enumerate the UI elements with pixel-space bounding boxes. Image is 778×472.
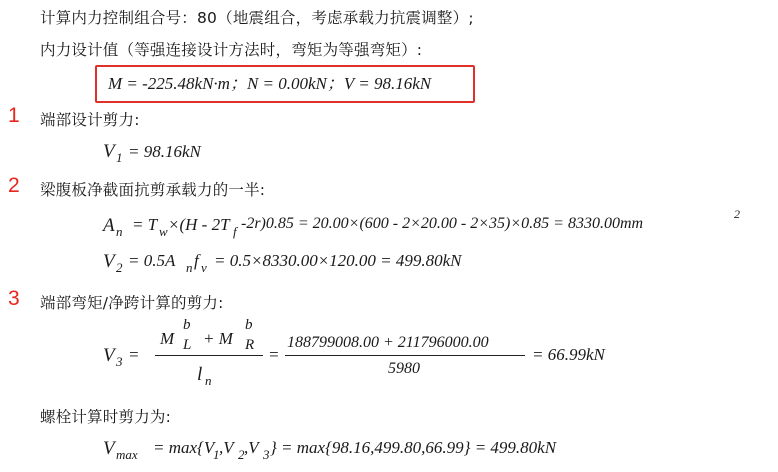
design-value-line: 内力设计值（等强连接设计方法时，弯矩为等强弯矩）: [40, 41, 423, 59]
section2-title: 梁腹板净截面抗剪承载力的一半: [40, 181, 266, 199]
an-mid: ×(H - 2T [168, 215, 230, 234]
v3-equals: = [128, 345, 140, 364]
step-number-2: 2 [8, 174, 20, 197]
subscript-l: L [183, 337, 192, 353]
v1-value: = 98.16kN [128, 142, 201, 161]
an-exponent: 2 [734, 207, 740, 221]
an-tail: -2r)0.85 = 20.00×(600 - 2×20.00 - 2×35)×0.85 = 8330.00mm [241, 215, 644, 232]
fraction-bar-2 [285, 355, 525, 356]
denom-l: l [197, 364, 203, 385]
step-number-3: 3 [8, 287, 20, 310]
v1-symbol: V [103, 141, 115, 162]
v3-symbol: V [103, 345, 115, 366]
step-number-1: 1 [8, 104, 20, 127]
superscript-b-right: b [245, 317, 253, 333]
numer-m-left: M [160, 329, 175, 348]
v3-subscript: 3 [116, 354, 123, 369]
fraction2-numerator: 188799008.00 + 211796000.00 [287, 334, 489, 351]
forces-formula: M = -225.48kN·m；N = 0.00kN；V = 98.16kN [108, 74, 432, 93]
superscript-b-left: b [183, 317, 191, 333]
v2-f: f [194, 251, 199, 270]
v3-result: = 66.99kN [532, 345, 605, 364]
v2-symbol: V [103, 251, 115, 272]
an-subscript: n [116, 224, 123, 239]
vmax-sub-3: 3 [263, 447, 270, 462]
vmax-formula-start: = max{V [153, 438, 215, 457]
fv-subscript: v [201, 260, 207, 275]
section3-title: 端部弯矩/净跨计算的剪力: [40, 294, 224, 312]
denom-subscript-n: n [205, 373, 212, 388]
fraction-bar-1 [155, 355, 263, 356]
subscript-r: R [245, 337, 255, 353]
vmax-comma-v3: ,V [244, 438, 259, 457]
fraction2-denominator: 5980 [388, 360, 420, 377]
v2-tail: = 0.5×8330.00×120.00 = 499.80kN [214, 251, 462, 270]
vmax-sub-2: 2 [238, 447, 245, 462]
vmax-symbol: V [103, 438, 115, 459]
v2-equals: = 0.5A [128, 251, 176, 270]
v1-subscript: 1 [116, 150, 123, 165]
v2-subscript: 2 [116, 260, 123, 275]
section1-title: 端部设计剪力: [40, 111, 140, 129]
vmax-comma-v2: ,V [219, 438, 234, 457]
bolt-shear-title: 螺栓计算时剪力为: [40, 408, 172, 426]
v2-an-subscript: n [186, 260, 193, 275]
vmax-sub-1: 1 [213, 447, 220, 462]
vmax-tail: } = max{98.16,499.80,66.99} = 499.80kN [270, 438, 557, 457]
numer-plus-m: + M [203, 329, 233, 348]
an-symbol: A [103, 215, 115, 236]
vmax-subscript: max [116, 447, 138, 462]
v3-equals-2: = [268, 345, 280, 364]
tf-subscript: f [233, 224, 237, 239]
an-equals-t: = T [132, 215, 158, 234]
tw-subscript: w [159, 224, 168, 239]
combo-line: 计算内力控制组合号：80（地震组合，考虑承载力抗震调整）; [40, 9, 474, 27]
